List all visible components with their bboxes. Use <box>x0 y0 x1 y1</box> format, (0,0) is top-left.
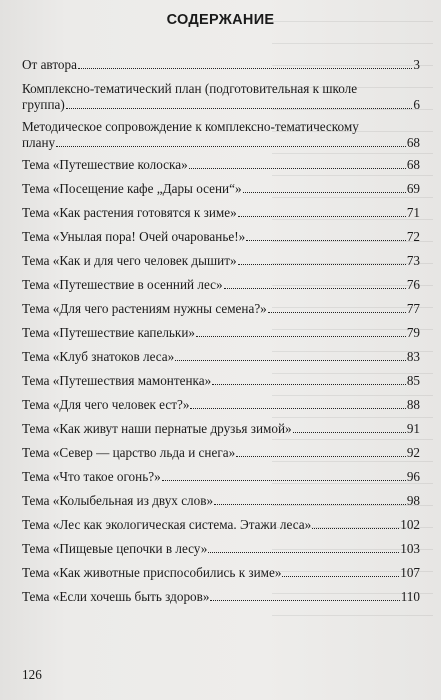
toc-entry <box>22 421 420 437</box>
toc-entry-label: Тема «Для чего человек ест?» <box>22 397 190 412</box>
toc-entry-label: Тема «Если хочешь быть здоров» <box>22 589 210 604</box>
toc-entry-label: Тема «Как растения готовятся к зиме» <box>22 205 237 220</box>
toc-entry <box>22 157 420 173</box>
toc-entry-page: 71 <box>406 205 420 220</box>
toc-entry-label: Тема «Для чего растениям нужны семена?» <box>22 301 267 316</box>
dot-leader <box>196 336 406 337</box>
toc-entry-label: От автора <box>22 57 77 72</box>
toc-entry <box>22 349 420 365</box>
toc-entry-label: Тема «Что такое огонь?» <box>22 469 161 484</box>
toc-entry-label: Комплексно-тематический план (подготовительная к школе <box>22 81 358 96</box>
dot-leader <box>268 312 406 313</box>
toc-entry-page: 88 <box>406 397 420 412</box>
dot-leader <box>238 216 406 217</box>
toc-entry-label: Тема «Как живут наши пернатые друзья зимой» <box>22 421 292 436</box>
page-title: СОДЕРЖАНИЕ <box>166 12 275 28</box>
dot-leader <box>78 68 412 69</box>
toc-entry <box>22 325 420 341</box>
toc-entry-label: Тема «Унылая пора! Очей очарованье!» <box>22 229 246 244</box>
toc-entry-label: Тема «Пищевые цепочки в лесу» <box>22 541 208 556</box>
dot-leader <box>282 576 399 577</box>
toc-entry <box>22 81 420 113</box>
dot-leader <box>246 240 406 241</box>
toc-entry <box>22 277 420 293</box>
dot-leader <box>224 288 406 289</box>
toc-entry-page: 85 <box>406 373 420 388</box>
dot-leader <box>210 600 399 601</box>
toc-entry-page: 69 <box>406 181 420 196</box>
toc-entry-page: 77 <box>406 301 420 316</box>
toc-entry-page: 3 <box>413 57 420 72</box>
toc-entry <box>22 397 420 413</box>
toc-entry <box>22 229 420 245</box>
toc-entry-page: 79 <box>406 325 420 340</box>
toc-entry-label: группа) <box>22 97 65 112</box>
toc-entry-page: 102 <box>400 517 420 532</box>
toc-entry-page: 73 <box>406 253 420 268</box>
toc-entry <box>22 445 420 461</box>
dot-leader <box>293 432 406 433</box>
toc-entry-page: 76 <box>406 277 420 292</box>
toc-entry-label: Тема «Лес как экологическая система. Этажи леса» <box>22 517 312 532</box>
toc-entry-page: 72 <box>406 229 420 244</box>
toc-entry-label: Тема «Путешествие капельки» <box>22 325 195 340</box>
toc-entry-page: 96 <box>406 469 420 484</box>
toc-entry <box>22 517 420 533</box>
toc-entry-label: Тема «Путешествия мамонтенка» <box>22 373 212 388</box>
dot-leader <box>243 192 406 193</box>
toc-entry <box>22 181 420 197</box>
toc-entry-page: 103 <box>400 541 420 556</box>
toc-entry-label: Тема «Путешествие в осенний лес» <box>22 277 223 292</box>
toc-entry-label: Тема «Колыбельная из двух слов» <box>22 493 214 508</box>
toc-entry <box>22 253 420 269</box>
toc-entry <box>22 205 420 221</box>
dot-leader <box>66 108 413 109</box>
toc-entry <box>22 541 420 557</box>
bleed-line <box>272 615 433 616</box>
toc-entry <box>22 589 420 605</box>
dot-leader <box>190 408 405 409</box>
toc-entry <box>22 493 420 509</box>
dot-leader <box>312 528 399 529</box>
toc-entry <box>22 469 420 485</box>
dot-leader <box>162 480 406 481</box>
dot-leader <box>214 504 406 505</box>
toc-entry-page: 91 <box>406 421 420 436</box>
toc-entry <box>22 565 420 581</box>
toc-entry <box>22 57 420 73</box>
toc-entry-label: плану <box>22 135 56 150</box>
page-number: 126 <box>22 667 42 682</box>
toc-entry-label: Тема «Как животные приспособились к зиме» <box>22 565 282 580</box>
toc-entry-label: Тема «Север — царство льда и снега» <box>22 445 236 460</box>
toc-entry-label: Тема «Путешествие колоска» <box>22 157 188 172</box>
toc-entry-label: Тема «Как и для чего человек дышит» <box>22 253 237 268</box>
toc-entry-page: 107 <box>400 565 420 580</box>
toc-entry-page: 110 <box>400 589 420 604</box>
table-of-contents <box>22 57 420 613</box>
toc-entry <box>22 301 420 317</box>
toc-entry-label: Методическое сопровождение к комплексно-тематическому <box>22 119 359 134</box>
toc-entry-page: 92 <box>406 445 420 460</box>
toc-entry-label: Тема «Посещение кафе „Дары осени“» <box>22 181 242 196</box>
dot-leader <box>189 168 406 169</box>
toc-entry-page: 6 <box>413 97 420 112</box>
toc-entry-page: 68 <box>406 135 420 150</box>
toc-entry-page: 68 <box>406 157 420 172</box>
dot-leader <box>236 456 406 457</box>
dot-leader <box>212 384 406 385</box>
toc-entry <box>22 119 420 151</box>
dot-leader <box>175 360 406 361</box>
bleed-line <box>272 43 433 44</box>
dot-leader <box>56 146 406 147</box>
dot-leader <box>208 552 399 553</box>
toc-entry-page: 98 <box>406 493 420 508</box>
toc-entry <box>22 373 420 389</box>
toc-entry-label: Тема «Клуб знатоков леса» <box>22 349 175 364</box>
toc-entry-page: 83 <box>406 349 420 364</box>
dot-leader <box>238 264 406 265</box>
